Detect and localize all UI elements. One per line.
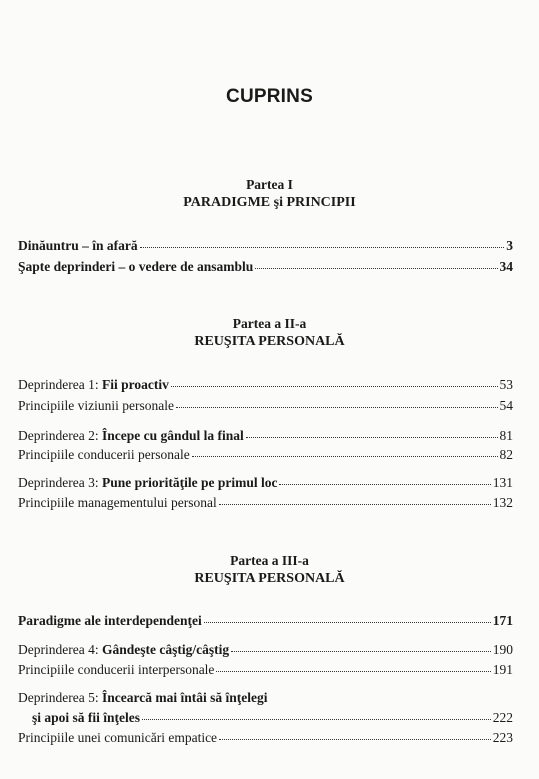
dot-leader — [219, 494, 491, 505]
toc-entry-text: Paradigme ale interdependenţei — [18, 613, 202, 628]
dot-leader — [219, 729, 491, 740]
toc-entry-page: 81 — [499, 428, 513, 443]
toc-entry-text: Principiile conducerii interpersonale — [18, 662, 215, 677]
toc-entry-page: 171 — [492, 613, 513, 628]
toc-entry[interactable] — [18, 661, 513, 678]
dot-leader — [279, 474, 490, 485]
toc-entry[interactable] — [18, 494, 513, 511]
toc-entry[interactable] — [18, 612, 513, 629]
dot-leader — [255, 258, 497, 269]
toc-entry-page: 3 — [506, 238, 513, 253]
page-title: CUPRINS — [226, 86, 313, 107]
dot-leader — [246, 427, 498, 438]
toc-entry-text: Deprinderea 4: Gândeşte câştig/câştig — [18, 642, 230, 657]
dot-leader — [176, 397, 498, 408]
toc-entry-text: Dinăuntru – în afară — [18, 238, 138, 253]
toc-entry-first-line[interactable] — [18, 689, 267, 706]
toc-entry-page: 223 — [492, 730, 513, 745]
toc-entry[interactable] — [18, 397, 513, 414]
toc-entry-prefix: Deprinderea 5: — [18, 690, 102, 705]
part-3-label: Partea a III-a — [230, 553, 309, 568]
toc-entry-page: 191 — [492, 662, 513, 677]
toc-entry[interactable] — [18, 258, 513, 275]
toc-entry[interactable] — [18, 427, 513, 444]
toc-entry-text: Principiile unei comunicări empatice — [18, 730, 218, 745]
toc-entry[interactable] — [18, 641, 513, 658]
dot-leader — [204, 612, 491, 623]
toc-entry-text: Şapte deprinderi – o vedere de ansamblu — [18, 259, 254, 274]
part-1-label: Partea I — [246, 177, 293, 192]
toc-entry[interactable] — [18, 376, 513, 393]
dot-leader — [140, 237, 505, 248]
dot-leader — [231, 641, 491, 652]
toc-entry-page: 54 — [499, 398, 513, 413]
dot-leader — [216, 661, 490, 672]
toc-entry-page: 222 — [492, 710, 513, 725]
toc-entry-title: Încearcă mai întâi să înţelegi — [101, 690, 268, 705]
toc-entry-page: 190 — [492, 642, 513, 657]
toc-entry-text: Principiile conducerii personale — [18, 447, 190, 462]
dot-leader — [142, 709, 491, 720]
toc-entry-text: şi apoi să fii înţeles — [32, 710, 141, 725]
dot-leader — [192, 446, 498, 457]
toc-entry-text: Principiile viziunii personale — [18, 398, 174, 413]
part-2-label: Partea a II-a — [232, 316, 307, 331]
part-2-title: REUŞITA PERSONALĂ — [194, 334, 345, 349]
toc-entry-page: 53 — [499, 377, 513, 392]
toc-entry-text: Principiile managementului personal — [18, 495, 217, 510]
part-1-title: PARADIGME şi PRINCIPII — [183, 195, 356, 210]
toc-entry-page: 132 — [492, 495, 513, 510]
part-3-title: REUŞITA PERSONALĂ — [194, 571, 345, 586]
toc-entry[interactable] — [32, 709, 513, 726]
toc-entry-text: Deprinderea 2: Începe cu gândul la final — [18, 428, 244, 443]
toc-entry[interactable] — [18, 474, 513, 491]
toc-entry[interactable] — [18, 446, 513, 463]
toc-entry[interactable] — [18, 729, 513, 746]
toc-entry-page: 34 — [499, 259, 513, 274]
dot-leader — [171, 376, 498, 387]
toc-entry[interactable] — [18, 237, 513, 254]
toc-entry-page: 82 — [499, 447, 513, 462]
toc-entry-text: Deprinderea 1: Fii proactiv — [18, 377, 169, 392]
toc-entry-text: Deprinderea 3: Pune priorităţile pe primul loc — [18, 475, 278, 490]
toc-entry-page: 131 — [492, 475, 513, 490]
